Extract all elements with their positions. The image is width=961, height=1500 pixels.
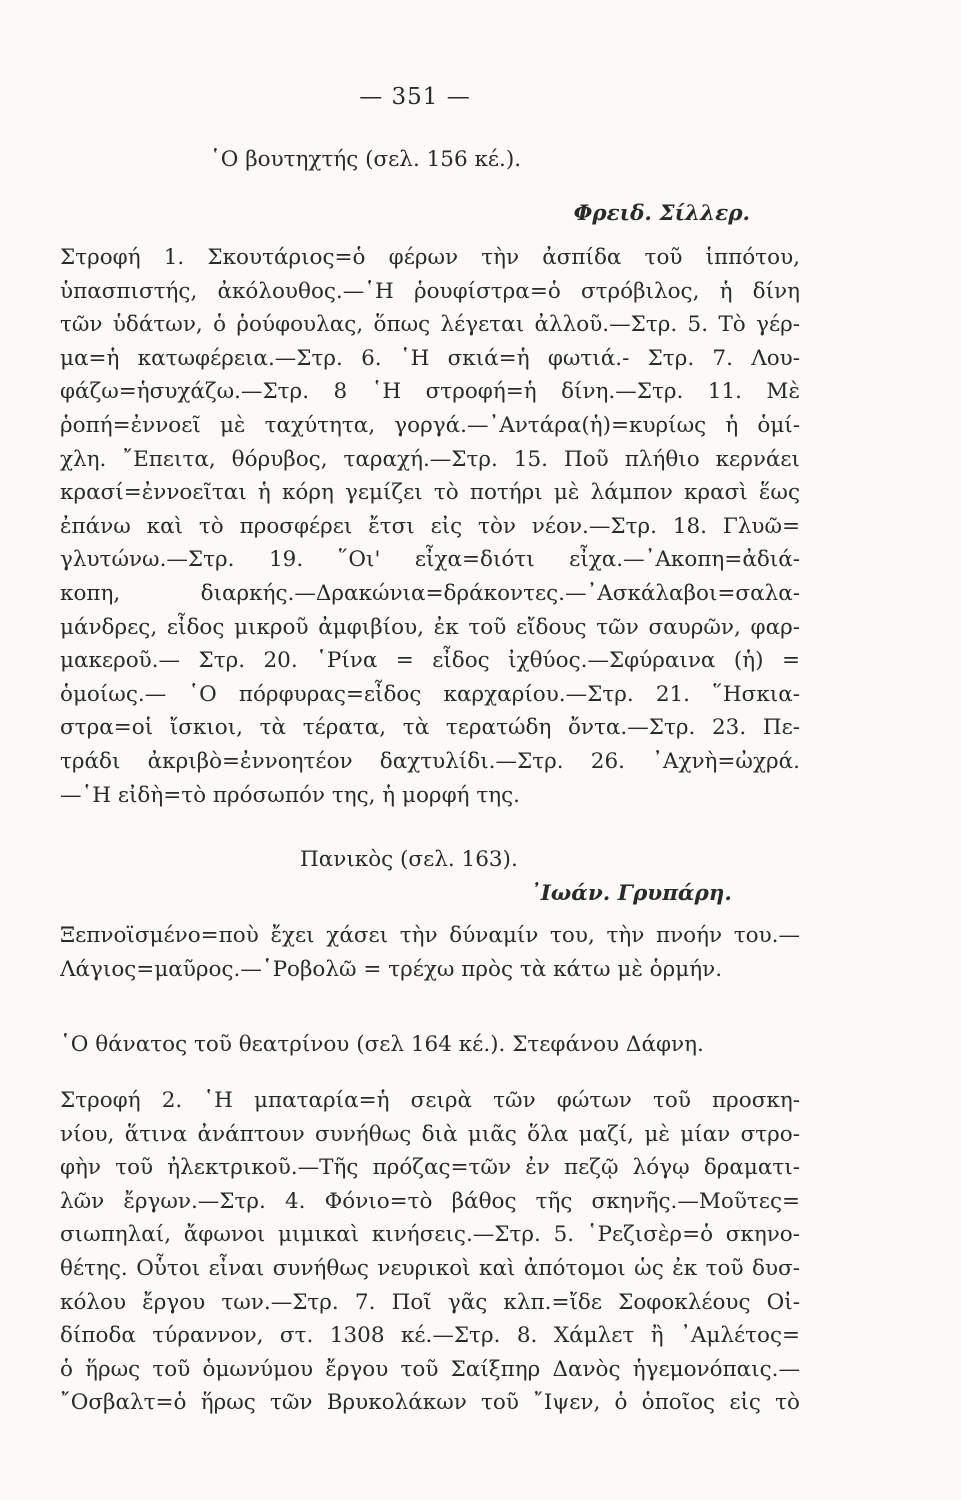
text-line: μακεροῦ.— Στρ. 20. ῾Ρίνα = εἶδος ἰχθύος.—Σφύραινα (ἡ) = (60, 648, 800, 674)
section-body (60, 919, 800, 986)
text-line: νίου, ἅτινα ἀνάπτουν συνήθως διὰ μιᾶς ὅλα μαζί, μὲ μίαν στρο- (60, 1121, 800, 1147)
text-line: μάνδρες, εἶδος μικροῦ ἀμφιβίου, ἐκ τοῦ εἴδους τῶν σαυρῶν, φαρ- (60, 614, 800, 640)
section-author: ᾿Ιωάν. Γρυπάρη. (530, 881, 732, 906)
text-line: φὴν τοῦ ἠλεκτρικοῦ.—Τῆς πρόζας=τῶν ἐν πεζῷ λόγῳ δραματι- (60, 1155, 800, 1181)
section-vouticktis (60, 143, 800, 812)
section-thanatos (60, 1028, 800, 1420)
text-line: Στροφή 2. ῾Η μπαταρία=ἡ σειρὰ τῶν φώτων τοῦ προσκη- (60, 1088, 800, 1113)
text-line: Στροφή 1. Σκουτάριος=ὁ φέρων τὴν ἀσπίδα τοῦ ἱππότου, (60, 245, 800, 270)
text-line: Ξεπνοϊσμένο=ποὺ ἔχει χάσει τὴν δύναμίν του, τὴν πνοήν του.— (60, 923, 800, 948)
section-body (60, 241, 800, 812)
section-body (60, 1084, 800, 1420)
section-title: ῾Ο βουτηχτής (σελ. 156 κέ.). (210, 147, 522, 172)
text-line: χλη. ῎Επειτα, θόρυβος, ταραχή.—Στρ. 15. Ποῦ πλήθιο κερνάει (60, 446, 800, 472)
text-line: τῶν ὑδάτων, ὁ ῥούφουλας, ὅπως λέγεται ἀλλοῦ.—Στρ. 5. Τὸ γέρ- (60, 312, 800, 338)
text-line: λῶν ἔργων.—Στρ. 4. Φόνιο=τὸ βάθος τῆς σκηνῆς.—Μοῦτες= (60, 1188, 800, 1214)
text-line: θέτης. Οὗτοι εἶναι συνήθως νευρικοὶ καὶ ἀπότομοι ὡς ἐκ τοῦ δυσ- (60, 1255, 800, 1281)
text-line: Λάγιος=μαῦρος.—῾Ροβολῶ = τρέχω πρὸς τὰ κάτω μὲ ὁρμήν. (60, 956, 723, 982)
section-title: Πανικὸς (σελ. 163). (300, 847, 518, 872)
text-line: ῥοπή=ἐννοεῖ μὲ ταχύτητα, γοργά.—᾿Αντάρα(ἡ)=κυρίως ἡ ὁμί- (60, 412, 800, 438)
text-line: ὑπασπιστής, ἀκόλουθος.—῾Η ῥουφίστρα=ὁ στρόβιλος, ἡ δίνη (60, 278, 800, 304)
text-line: ἐπάνω καὶ τὸ προσφέρει ἔτσι εἰς τὸν νέον.—Στρ. 18. Γλυῶ= (60, 513, 800, 539)
text-line: δίποδα τύραννον, στ. 1308 κέ.—Στρ. 8. Χάμλετ ἢ ᾿Αμλέτος= (60, 1323, 800, 1349)
text-line: μα=ἡ κατωφέρεια.—Στρ. 6. ῾Η σκιά=ἡ φωτιά.- Στρ. 7. Λου- (60, 345, 800, 371)
text-line: στρα=οἱ ἴσκιοι, τὰ τέρατα, τὰ τερατώδη ὄντα.—Στρ. 23. Πε- (60, 715, 800, 741)
page-number: — 351 — (359, 84, 471, 110)
text-line: κοπη, διαρκής.—Δρακώνια=δράκοντες.—᾿Ασκάλαβοι=σαλα- (60, 580, 800, 606)
section-panikos (60, 843, 800, 986)
text-line: σιωπηλαί, ἄφωνοι μιμικαὶ κινήσεις.—Στρ. 5. ῾Ρεζισὲρ=ὁ σκηνο- (60, 1222, 800, 1248)
text-line: ῎Οσβαλτ=ὁ ἥρως τῶν Βρυκολάκων τοῦ ῎Ιψεν, ὁ ὁποῖος εἰς τὸ (60, 1390, 800, 1416)
text-line: κρασί=ἐννοεῖται ἡ κόρη γεμίζει τὸ ποτήρι μὲ λάμπον κρασὶ ἕως (60, 480, 800, 506)
section-title: ῾Ο θάνατος τοῦ θεατρίνου (σελ 164 κέ.). Στεφάνου Δάφνη. (60, 1032, 704, 1057)
text-line: ὁ ἥρως τοῦ ὁμωνύμου ἔργου τοῦ Σαίξπηρ Δανὸς ἡγεμονόπαις.— (60, 1356, 800, 1382)
text-line: γλυτώνω.—Στρ. 19. ῞Οι' εἶχα=διότι εἶχα.—᾿Ακοπη=ἀδιά- (60, 547, 800, 573)
text-line: τράδι ἀκριβὸ=ἐννοητέον δαχτυλίδι.—Στρ. 26. ᾿Αχνὴ=ὠχρά. (60, 748, 800, 774)
text-line: φάζω=ἡσυχάζω.—Στρ. 8 ῾Η στροφή=ἡ δίνη.—Στρ. 11. Μὲ (60, 379, 800, 405)
text-line: —῾Η εἰδὴ=τὸ πρόσωπόν της, ἡ μορφή της. (60, 782, 520, 808)
section-author: Φρειδ. Σίλλερ. (573, 201, 750, 226)
text-line: ὁμοίως.— ῾Ο πόρφυρας=εἶδος καρχαρίου.—Στρ. 21. ῞Ησκια- (60, 681, 800, 707)
text-line: κόλου ἔργου των.—Στρ. 7. Ποῖ γᾶς κλπ.=ἴδε Σοφοκλέους Οἰ- (60, 1289, 800, 1315)
